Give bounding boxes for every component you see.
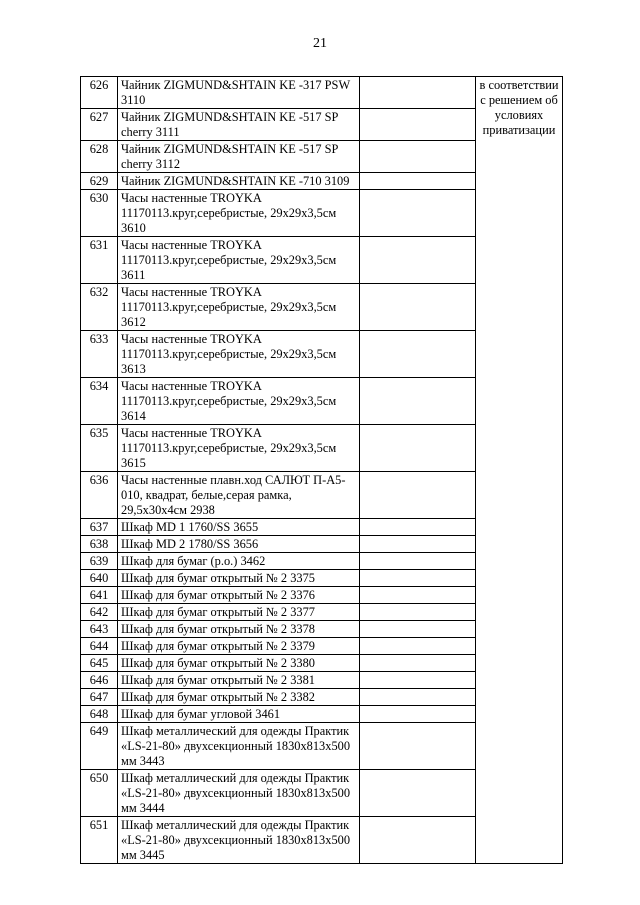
property-table [80, 76, 563, 864]
empty-cell [360, 378, 476, 425]
empty-cell [360, 604, 476, 621]
item-name: Шкаф для бумаг открытый № 2 3382 [118, 689, 360, 706]
row-number: 645 [81, 655, 118, 672]
item-name: Шкаф для бумаг открытый № 2 3379 [118, 638, 360, 655]
empty-cell [360, 77, 476, 109]
empty-cell [360, 425, 476, 472]
empty-cell [360, 190, 476, 237]
empty-cell [360, 536, 476, 553]
empty-cell [360, 284, 476, 331]
row-number: 644 [81, 638, 118, 655]
empty-cell [360, 723, 476, 770]
row-number: 638 [81, 536, 118, 553]
empty-cell [360, 173, 476, 190]
item-name: Часы настенные TROYKA 11170113.круг,серебристые, 29x29x3,5см 3611 [118, 237, 360, 284]
item-name: Часы настенные TROYKA 11170113.круг,серебристые, 29x29x3,5см 3615 [118, 425, 360, 472]
empty-cell [360, 672, 476, 689]
item-name: Часы настенные TROYKA 11170113.круг,серебристые, 29x29x3,5см 3612 [118, 284, 360, 331]
item-name: Часы настенные TROYKA 11170113.круг,серебристые, 29x29x3,5см 3613 [118, 331, 360, 378]
row-number: 651 [81, 817, 118, 864]
empty-cell [360, 587, 476, 604]
item-name: Чайник ZIGMUND&SHTAIN KE -517 SP cherry 3112 [118, 141, 360, 173]
row-number: 637 [81, 519, 118, 536]
item-name: Шкаф для бумаг открытый № 2 3381 [118, 672, 360, 689]
empty-cell [360, 331, 476, 378]
row-number: 630 [81, 190, 118, 237]
item-name: Шкаф для бумаг открытый № 2 3380 [118, 655, 360, 672]
row-number: 627 [81, 109, 118, 141]
row-number: 628 [81, 141, 118, 173]
row-number: 639 [81, 553, 118, 570]
item-name: Чайник ZIGMUND&SHTAIN KE -517 SP cherry 3111 [118, 109, 360, 141]
item-name: Шкаф металлический для одежды Практик «LS-21-80» двухсекционный 1830x813x500 мм 3443 [118, 723, 360, 770]
item-name: Шкаф MD 1 1760/SS 3655 [118, 519, 360, 536]
item-name: Шкаф для бумаг угловой 3461 [118, 706, 360, 723]
table-row [81, 77, 563, 109]
item-name: Часы настенные плавн.ход САЛЮТ П-А5-010, квадрат, белые,серая рамка, 29,5x30x4см 2938 [118, 472, 360, 519]
item-name: Шкаф для бумаг открытый № 2 3376 [118, 587, 360, 604]
row-number: 635 [81, 425, 118, 472]
row-number: 643 [81, 621, 118, 638]
row-number: 650 [81, 770, 118, 817]
empty-cell [360, 472, 476, 519]
item-name: Шкаф для бумаг открытый № 2 3378 [118, 621, 360, 638]
empty-cell [360, 519, 476, 536]
empty-cell [360, 770, 476, 817]
item-name: Шкаф MD 2 1780/SS 3656 [118, 536, 360, 553]
empty-cell [360, 655, 476, 672]
row-number: 642 [81, 604, 118, 621]
item-name: Чайник ZIGMUND&SHTAIN KE -710 3109 [118, 173, 360, 190]
item-name: Шкаф металлический для одежды Практик «LS-21-80» двухсекционный 1830x813x500 мм 3445 [118, 817, 360, 864]
row-number: 646 [81, 672, 118, 689]
item-name: Часы настенные TROYKA 11170113.круг,серебристые, 29x29x3,5см 3614 [118, 378, 360, 425]
empty-cell [360, 621, 476, 638]
row-number: 633 [81, 331, 118, 378]
item-name: Часы настенные TROYKA 11170113.круг,серебристые, 29x29x3,5см 3610 [118, 190, 360, 237]
empty-cell [360, 237, 476, 284]
item-name: Чайник ZIGMUND&SHTAIN KE -317 PSW 3110 [118, 77, 360, 109]
empty-cell [360, 570, 476, 587]
row-number: 634 [81, 378, 118, 425]
item-name: Шкаф для бумаг открытый № 2 3375 [118, 570, 360, 587]
empty-cell [360, 141, 476, 173]
row-number: 641 [81, 587, 118, 604]
empty-cell [360, 817, 476, 864]
row-number: 649 [81, 723, 118, 770]
row-number: 647 [81, 689, 118, 706]
empty-cell [360, 638, 476, 655]
row-number: 632 [81, 284, 118, 331]
item-name: Шкаф металлический для одежды Практик «LS-21-80» двухсекционный 1830x813x500 мм 3444 [118, 770, 360, 817]
empty-cell [360, 689, 476, 706]
row-number: 626 [81, 77, 118, 109]
page-number: 21 [313, 36, 327, 51]
empty-cell [360, 109, 476, 141]
row-number: 640 [81, 570, 118, 587]
privatization-note: в соответствии с решением об условиях приватизации [476, 77, 563, 864]
empty-cell [360, 706, 476, 723]
row-number: 631 [81, 237, 118, 284]
item-name: Шкаф для бумаг открытый № 2 3377 [118, 604, 360, 621]
row-number: 629 [81, 173, 118, 190]
empty-cell [360, 553, 476, 570]
item-name: Шкаф для бумаг (р.о.) 3462 [118, 553, 360, 570]
row-number: 636 [81, 472, 118, 519]
row-number: 648 [81, 706, 118, 723]
